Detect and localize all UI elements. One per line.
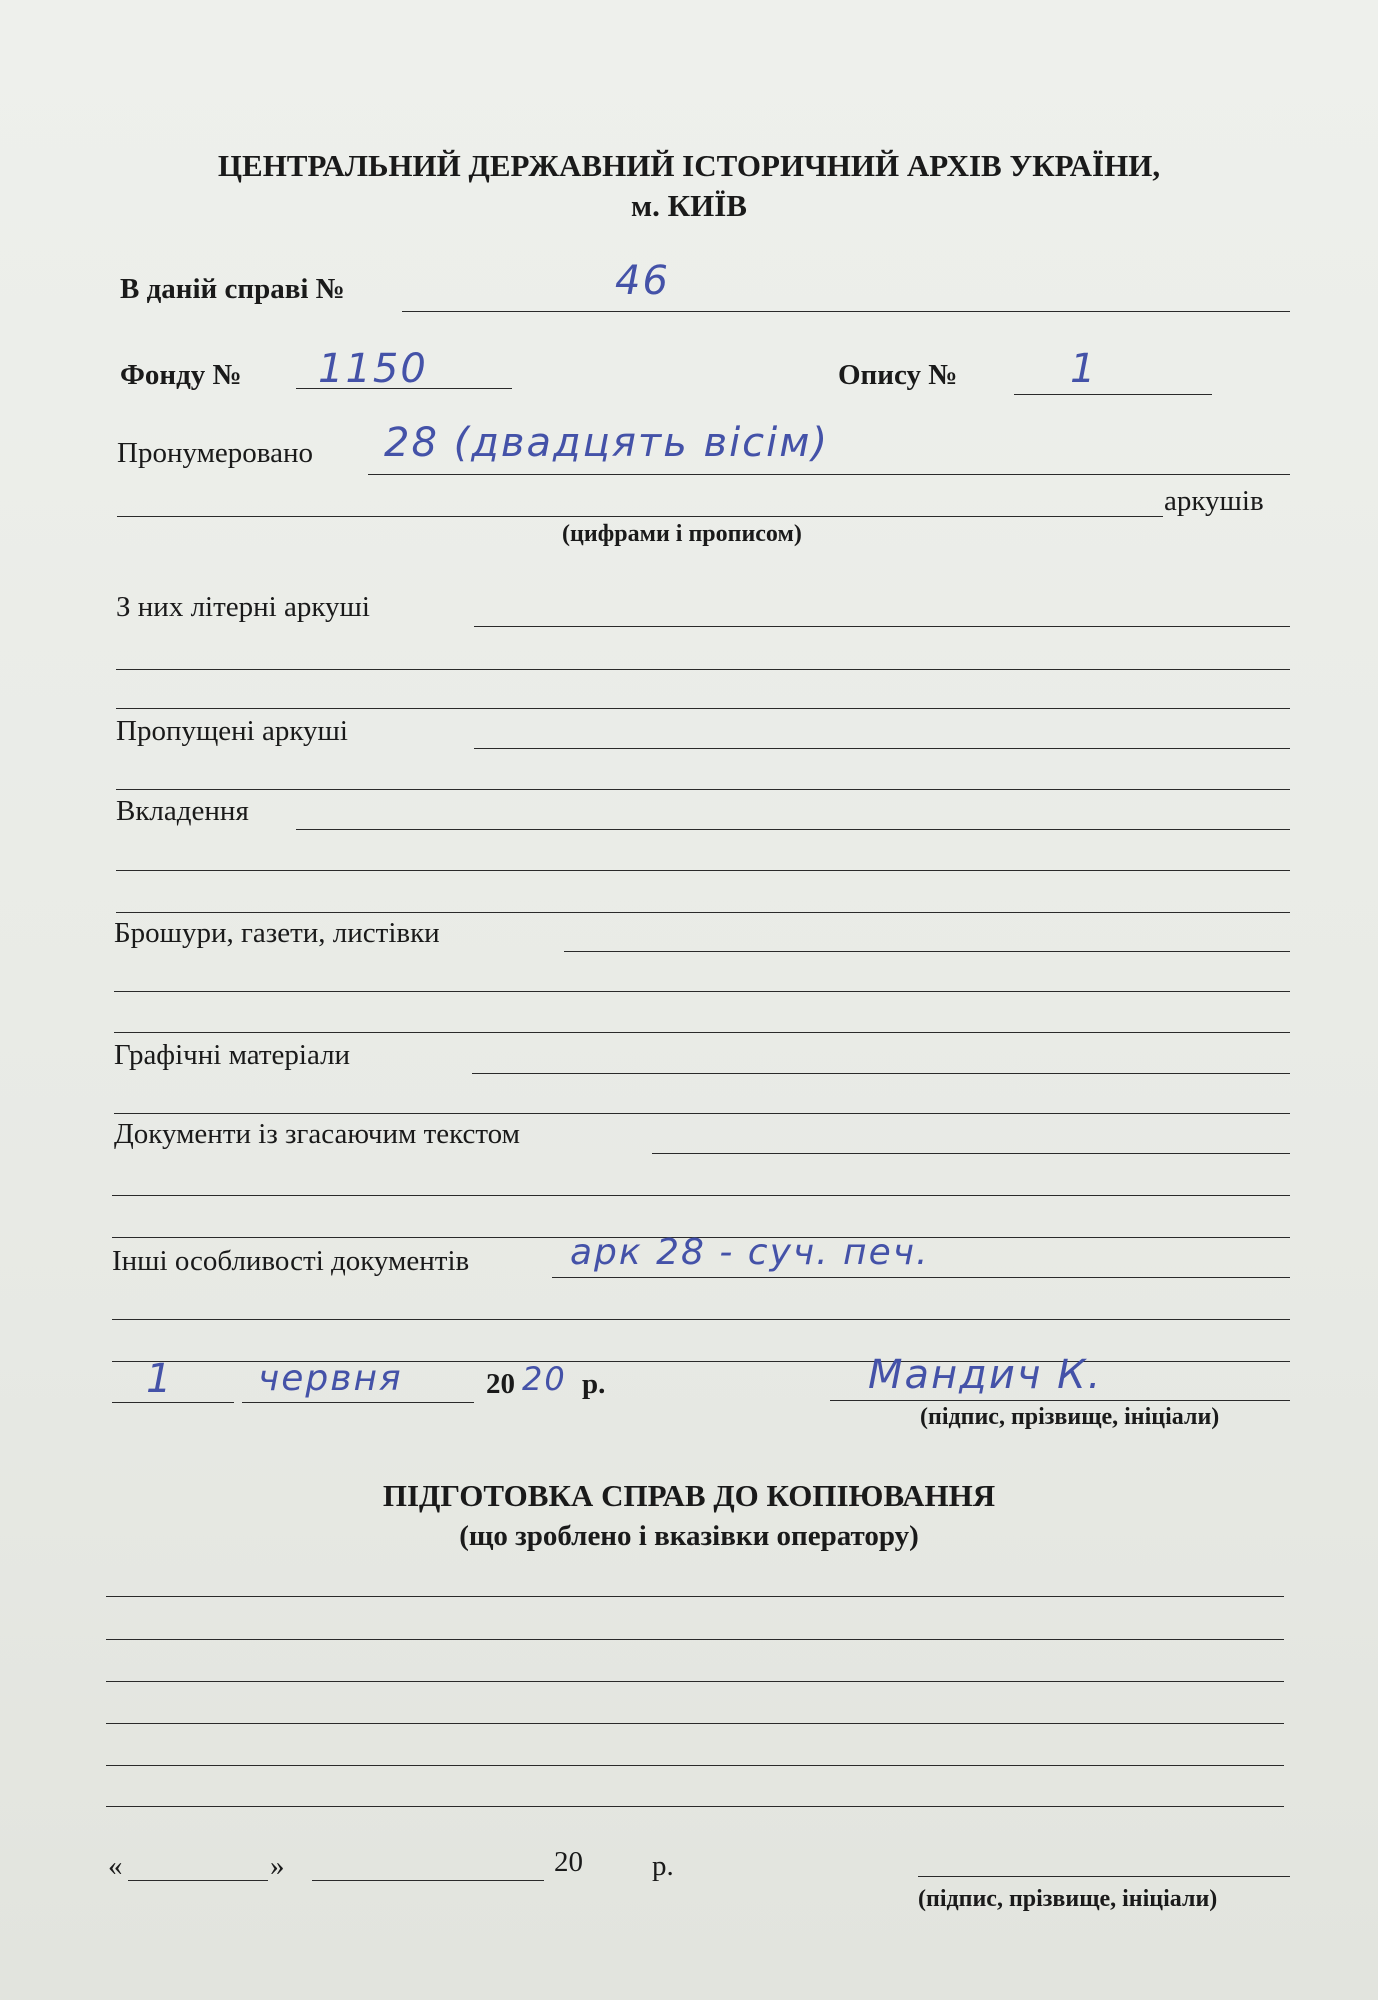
other-features-line-1 [552,1277,1290,1278]
inventory-label: Опису № [838,359,958,391]
case-line [402,311,1290,312]
numbered-value: 28 (двадцять вісім) [384,420,830,466]
numbered-line-1 [368,474,1290,475]
graphics-line-2 [114,1113,1290,1114]
date2-close-quote: » [270,1850,285,1882]
graphics-line-1 [472,1073,1290,1074]
numbered-hint: (цифрами і прописом) [562,521,802,547]
date2-year-label: р. [652,1850,674,1882]
other-features-label: Інші особливості документів [112,1245,470,1277]
missing-sheets-line-2 [116,789,1290,790]
section2-line-1 [106,1596,1284,1597]
date1-signature-hint: (підпис, прізвище, ініціали) [920,1404,1220,1430]
numbered-suffix: аркушів [1164,485,1264,517]
graphics-label: Графічні матеріали [114,1039,351,1071]
date1-year-label: р. [582,1368,606,1400]
brochures-line-1 [564,951,1290,952]
case-value: 46 [615,258,670,304]
fund-value: 1150 [318,346,428,392]
attachments-line-3 [116,912,1290,913]
section2-subtitle: (що зроблено і вказівки оператору) [459,1520,919,1552]
other-features-value: арк 28 - суч. печ. [570,1232,930,1273]
missing-sheets-line-1 [474,748,1290,749]
date2-day-line [128,1880,268,1881]
inventory-line [1014,394,1212,395]
section2-line-2 [106,1639,1284,1640]
numbered-label: Пронумеровано [117,437,314,469]
section2-title: ПІДГОТОВКА СПРАВ ДО КОПІЮВАННЯ [382,1478,996,1513]
fund-label: Фонду № [120,359,242,391]
numbered-line-2 [117,516,1163,517]
date2-year-prefix: 20 [554,1846,583,1878]
inventory-value: 1 [1070,346,1098,392]
date1-signature-line [830,1400,1290,1401]
section2-line-5 [106,1765,1284,1766]
section2-line-3 [106,1681,1284,1682]
section2-line-4 [106,1723,1284,1724]
date2-month-line [312,1880,544,1881]
section2-line-6 [106,1806,1284,1807]
other-features-line-2 [112,1319,1290,1320]
attachments-line-1 [296,829,1290,830]
brochures-label: Брошури, газети, листівки [114,917,440,949]
attachments-line-2 [116,870,1290,871]
literal-sheets-label: З них літерні аркуші [116,591,370,623]
date1-year-suffix: 20 [522,1360,567,1398]
date1-signature: Мандич К. [868,1352,1103,1398]
date2-signature-line [918,1876,1290,1877]
date1-month: червня [258,1358,403,1399]
fading-text-line-2 [112,1195,1290,1196]
date1-month-line [242,1402,474,1403]
literal-sheets-line-1 [474,626,1290,627]
literal-sheets-line-2 [116,669,1290,670]
attachments-label: Вкладення [116,795,249,827]
fading-text-line-1 [652,1153,1290,1154]
date1-day: 1 [146,1356,174,1402]
date2-signature-hint: (підпис, прізвище, ініціали) [918,1886,1218,1912]
archive-title: ЦЕНТРАЛЬНИЙ ДЕРЖАВНИЙ ІСТОРИЧНИЙ АРХІВ УКРАЇНИ, [217,148,1161,183]
date2-open-quote: « [108,1850,123,1882]
literal-sheets-line-3 [116,708,1290,709]
case-label: В даній справі № [120,273,345,305]
archive-city: м. КИЇВ [631,188,747,223]
date1-year-prefix: 20 [486,1368,515,1400]
missing-sheets-label: Пропущені аркуші [116,715,348,747]
brochures-line-3 [114,1032,1290,1033]
date1-day-line [112,1402,234,1403]
fading-text-label: Документи із згасаючим текстом [114,1118,520,1150]
brochures-line-2 [114,991,1290,992]
